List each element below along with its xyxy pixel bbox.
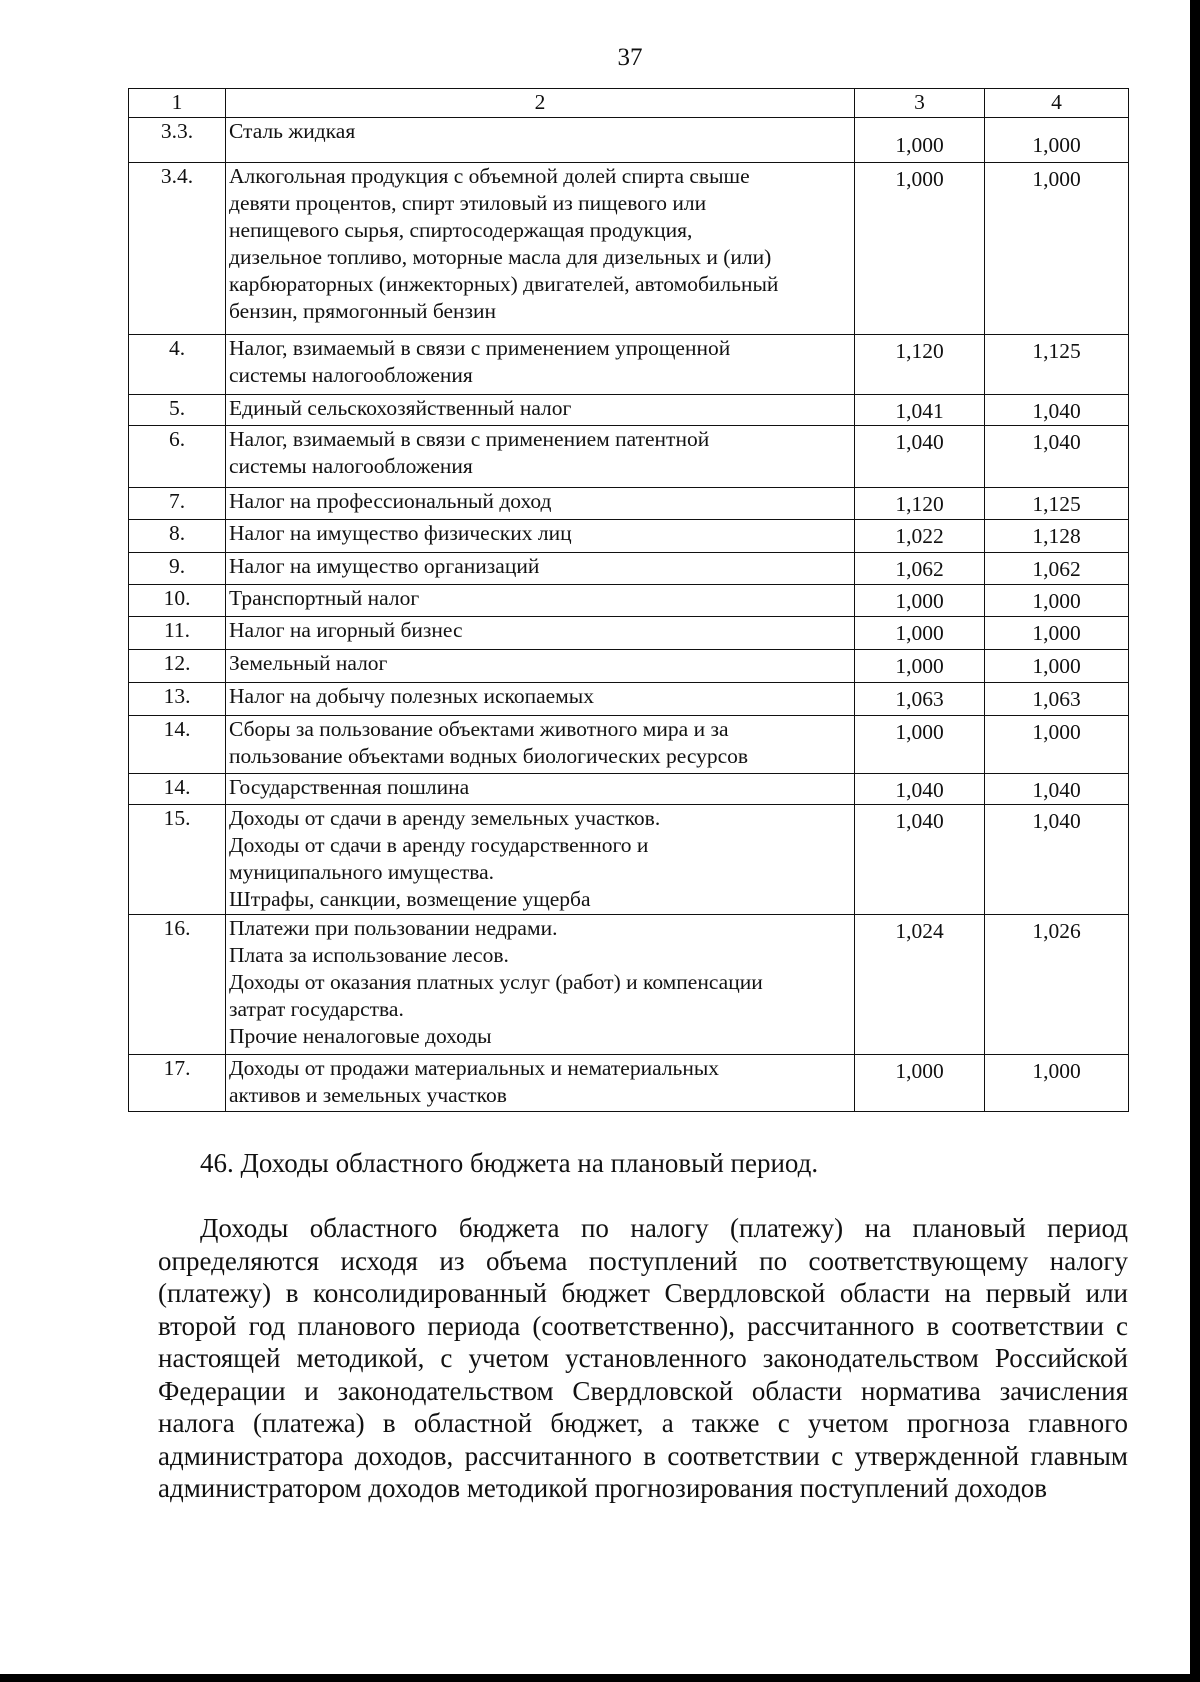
value-col-4: 1,040 xyxy=(985,395,1129,426)
row-description: Единый сельскохозяйственный налог xyxy=(226,395,855,426)
row-number: 5. xyxy=(129,395,226,426)
scan-edge-right xyxy=(1190,0,1200,1682)
value-col-3: 1,000 xyxy=(855,163,985,335)
page-number: 37 xyxy=(617,44,643,71)
value-col-4: 1,000 xyxy=(985,617,1129,650)
row-number: 13. xyxy=(129,683,226,716)
row-number: 6. xyxy=(129,426,226,488)
value-col-3: 1,000 xyxy=(855,617,985,650)
row-description: Доходы от продажи материальных и нематериальных активов и земельных участков xyxy=(226,1055,855,1112)
table-row xyxy=(129,426,1129,488)
value-col-4: 1,000 xyxy=(985,1055,1129,1112)
value-col-4: 1,040 xyxy=(985,426,1129,488)
row-number: 10. xyxy=(129,585,226,617)
value-col-3: 1,000 xyxy=(855,118,985,163)
section-heading: 46. Доходы областного бюджета на плановый период. xyxy=(200,1148,819,1178)
row-number: 9. xyxy=(129,553,226,585)
row-number: 3.4. xyxy=(129,163,226,335)
table-row xyxy=(129,774,1129,805)
value-col-4: 1,128 xyxy=(985,520,1129,553)
value-col-3: 1,120 xyxy=(855,488,985,520)
value-col-3: 1,000 xyxy=(855,1055,985,1112)
row-description: Доходы от сдачи в аренду земельных участков. Доходы от сдачи в аренду государственного и муниципального имущества. Штрафы, санкции, возмещение ущерба xyxy=(226,805,855,915)
row-number: 15. xyxy=(129,805,226,915)
row-number: 14. xyxy=(129,716,226,774)
value-col-4: 1,063 xyxy=(985,683,1129,716)
row-description: Алкогольная продукция с объемной долей спирта свыше девяти процентов, спирт этиловый из пищевого или непищевого сырья, спиртосодержащая продукция, дизельное топливо, моторные масла для дизельных и (или) карбюраторных (инжекторных) двигателей, автомобильный бензин, прямогонный бензин xyxy=(226,163,855,335)
value-col-4: 1,125 xyxy=(985,335,1129,395)
value-col-3: 1,000 xyxy=(855,585,985,617)
value-col-4: 1,000 xyxy=(985,118,1129,163)
value-col-3: 1,040 xyxy=(855,426,985,488)
row-description: Транспортный налог xyxy=(226,585,855,617)
value-col-3: 1,000 xyxy=(855,650,985,683)
row-description: Налог на профессиональный доход xyxy=(226,488,855,520)
value-col-4: 1,040 xyxy=(985,774,1129,805)
value-col-4: 1,000 xyxy=(985,650,1129,683)
row-number: 8. xyxy=(129,520,226,553)
table-row xyxy=(129,163,1129,335)
row-number: 14. xyxy=(129,774,226,805)
table-row xyxy=(129,1055,1129,1112)
table-row xyxy=(129,585,1129,617)
table-header-row xyxy=(129,89,1129,118)
table-row xyxy=(129,617,1129,650)
value-col-4: 1,000 xyxy=(985,163,1129,335)
header-col-3: 3 xyxy=(855,89,985,118)
value-col-4: 1,000 xyxy=(985,585,1129,617)
value-col-4: 1,062 xyxy=(985,553,1129,585)
row-description: Налог, взимаемый в связи с применением упрощенной системы налогообложения xyxy=(226,335,855,395)
value-col-3: 1,024 xyxy=(855,915,985,1055)
table-row xyxy=(129,553,1129,585)
row-number: 17. xyxy=(129,1055,226,1112)
row-number: 4. xyxy=(129,335,226,395)
row-description: Земельный налог xyxy=(226,650,855,683)
table-row xyxy=(129,650,1129,683)
table-row xyxy=(129,335,1129,395)
table-row xyxy=(129,716,1129,774)
table-row xyxy=(129,805,1129,915)
value-col-3: 1,040 xyxy=(855,805,985,915)
table-row xyxy=(129,395,1129,426)
value-col-3: 1,062 xyxy=(855,553,985,585)
row-number: 11. xyxy=(129,617,226,650)
row-description: Платежи при пользовании недрами. Плата за использование лесов. Доходы от оказания платных услуг (работ) и компенсации затрат государства. Прочие неналоговые доходы xyxy=(226,915,855,1055)
value-col-4: 1,040 xyxy=(985,805,1129,915)
table-row xyxy=(129,488,1129,520)
row-description: Сталь жидкая xyxy=(226,118,855,163)
value-col-3: 1,000 xyxy=(855,716,985,774)
coefficients-table xyxy=(128,88,1129,1112)
body-paragraph: Доходы областного бюджета по налогу (платежу) на плановый период определяются исходя из объема поступлений по соответствующему налогу (платежу) в консолидированный бюджет Свердловской области на первый или второй год планового периода (соответственно), рассчитанного в соответствии с настоящей методикой, с учетом установленного законодательством Российской Федерации и законодательством Свердловской области норматива зачисления налога (платежа) в областной бюджет, а также с учетом прогноза главного администратора доходов, рассчитанного в соответствии с утвержденной главным администратором доходов методикой прогнозирования поступлений доходов xyxy=(158,1213,1128,1503)
scan-edge-bottom xyxy=(0,1674,1200,1682)
header-col-4: 4 xyxy=(985,89,1129,118)
row-description: Налог на добычу полезных ископаемых xyxy=(226,683,855,716)
header-col-2: 2 xyxy=(226,89,855,118)
row-description: Налог на игорный бизнес xyxy=(226,617,855,650)
table-row xyxy=(129,520,1129,553)
row-number: 7. xyxy=(129,488,226,520)
row-description: Государственная пошлина xyxy=(226,774,855,805)
value-col-4: 1,000 xyxy=(985,716,1129,774)
value-col-3: 1,041 xyxy=(855,395,985,426)
table-row xyxy=(129,915,1129,1055)
value-col-4: 1,026 xyxy=(985,915,1129,1055)
row-number: 3.3. xyxy=(129,118,226,163)
table-row xyxy=(129,683,1129,716)
row-description: Налог, взимаемый в связи с применением патентной системы налогообложения xyxy=(226,426,855,488)
row-description: Налог на имущество физических лиц xyxy=(226,520,855,553)
value-col-3: 1,022 xyxy=(855,520,985,553)
row-description: Налог на имущество организаций xyxy=(226,553,855,585)
value-col-3: 1,063 xyxy=(855,683,985,716)
row-number: 16. xyxy=(129,915,226,1055)
value-col-3: 1,040 xyxy=(855,774,985,805)
row-number: 12. xyxy=(129,650,226,683)
row-description: Сборы за пользование объектами животного мира и за пользование объектами водных биологических ресурсов xyxy=(226,716,855,774)
table-row xyxy=(129,118,1129,163)
value-col-4: 1,125 xyxy=(985,488,1129,520)
value-col-3: 1,120 xyxy=(855,335,985,395)
header-col-1: 1 xyxy=(129,89,226,118)
